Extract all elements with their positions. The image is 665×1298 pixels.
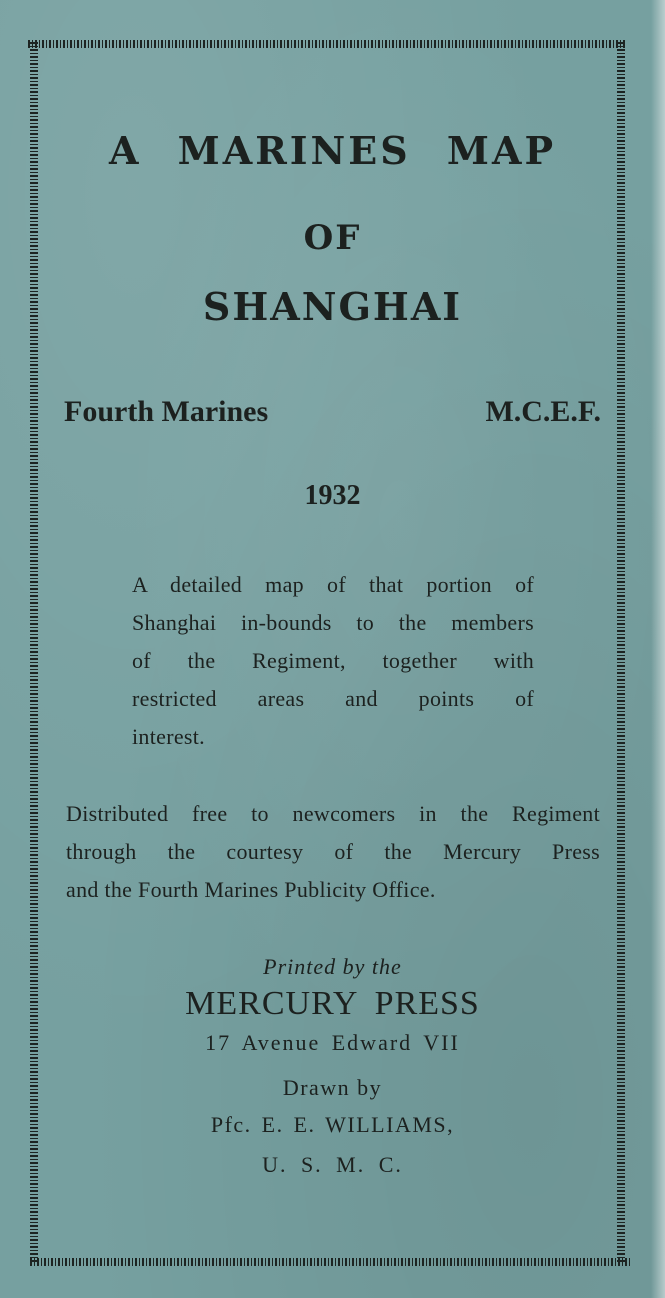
title-line-2: OF [303, 218, 362, 258]
description-line: restricted areas and points of [132, 686, 534, 711]
distribution-paragraph [66, 795, 600, 909]
printed-by-label: Printed by the [263, 954, 402, 979]
description-paragraph [132, 566, 534, 756]
paper-edge-wear [651, 0, 665, 1298]
distribution-line: through the courtesy of the Mercury Press [66, 839, 600, 864]
force-name: M.C.E.F. [485, 395, 601, 428]
artist-corps: U. S. M. C. [262, 1152, 403, 1177]
distribution-line: and the Fourth Marines Publicity Office. [66, 877, 436, 902]
printer-name: MERCURY PRESS [185, 985, 480, 1022]
printer-address: 17 Avenue Edward VII [205, 1030, 460, 1055]
description-line: A detailed map of that portion of [132, 572, 534, 597]
description-line: of the Regiment, together with [132, 648, 534, 673]
artist-name: Pfc. E. E. WILLIAMS, [210, 1112, 455, 1137]
year: 1932 [304, 480, 361, 511]
description-line: Shanghai in-bounds to the members [132, 610, 534, 635]
border-top [28, 40, 626, 48]
border-bottom [30, 1258, 630, 1266]
distribution-line: Distributed free to newcomers in the Regiment [66, 801, 600, 826]
unit-name: Fourth Marines [64, 395, 269, 428]
description-line: interest. [132, 724, 205, 749]
title-line-1: A MARINES MAP [108, 128, 557, 173]
title-line-3: SHANGHAI [202, 284, 463, 329]
drawn-by-label: Drawn by [282, 1075, 383, 1100]
